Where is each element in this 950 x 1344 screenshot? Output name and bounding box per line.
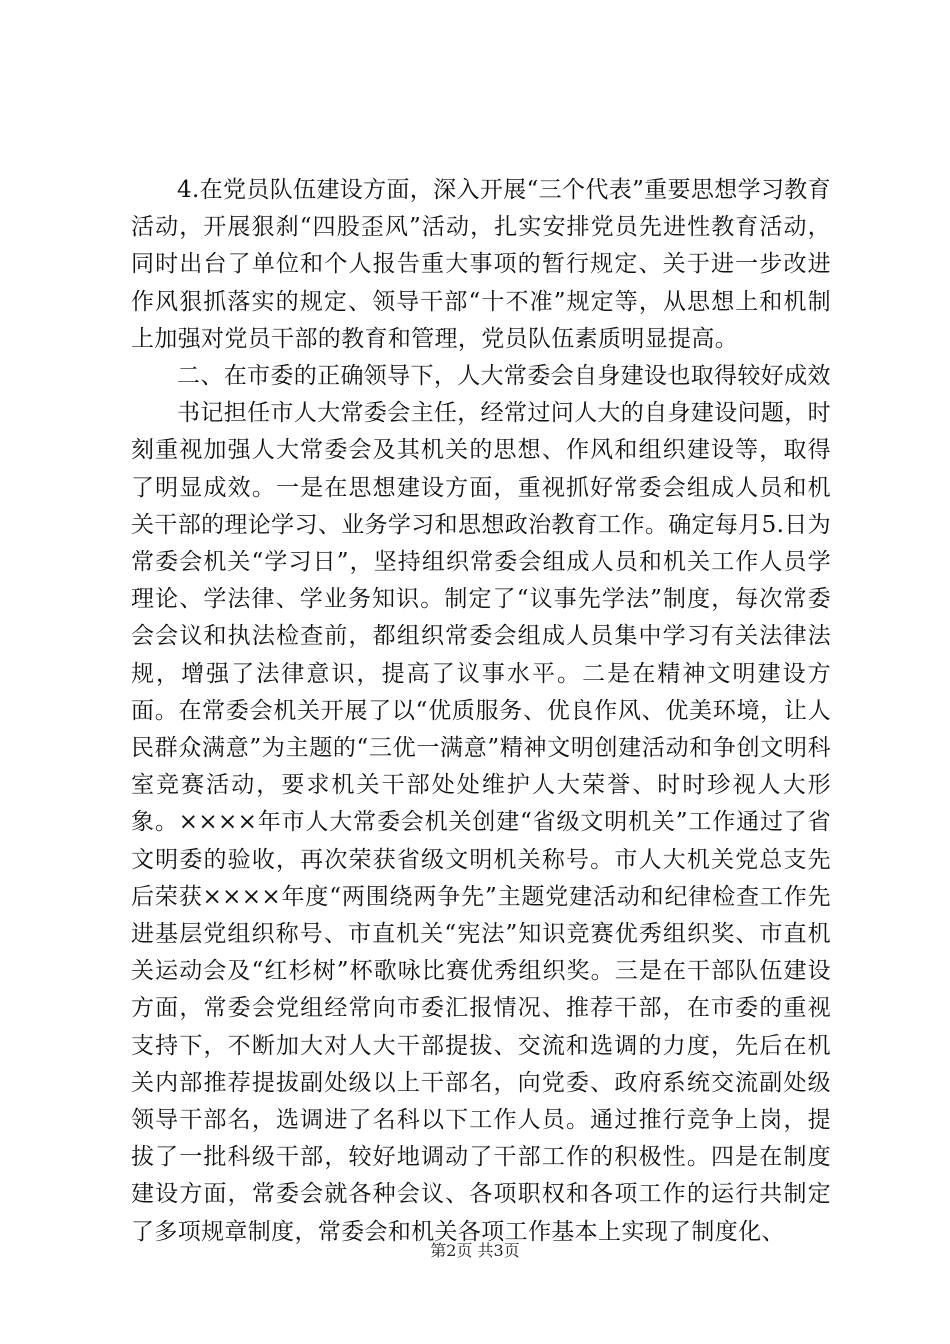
page-number-footer: 第2页 共3页 (430, 1241, 520, 1260)
paragraph-standing-committee-building: 书记担任市人大常委会主任，经常过问人大的自身建设问题，时刻重视加强人大常委会及其机关的思想、作风和组织建设等，取得了明显成效。一是在思想建设方面，重视抓好常委会组成人员和机关干部的理论学习、业务学习和思想政治教育工作。确定每月5.日为常委会机关“学习日”，坚持组织常委会组成人员和机关工作人员学理论、学法律、学业务知识。制定了“议事先学法”制度，每次常委会会议和执法检查前，都组织常委会组成人员集中学习有关法律法规，增强了法律意识，提高了议事水平。二是在精神文明建设方面。在常委会机关开展了以“优质服务、优良作风、优美环境，让人民群众满意”为主题的“三优一满意”精神文明创建活动和争创文明科室竞赛活动，要求机关干部处处维护人大荣誉、时时珍视人大形象。××××年市人大常委会机关创建“省级文明机关”工作通过了省文明委的验收，再次荣获省级文明机关称号。市人大机关党总支先后荣获××××年度“两围绕两争先”主题党建活动和纪律检查工作先进基层党组织称号、市直机关“宪法”知识竞赛优秀组织奖、市直机关运动会及“红杉树”杯歌咏比赛优秀组织奖。三是在干部队伍建设方面，常委会党组经常向市委汇报情况、推荐干部，在市委的重视支持下，不断加大对人大干部提拔、交流和选调的力度，先后在机关内部推荐提拔副处级以上干部名，向党委、政府系统交流副处级领导干部名，选调进了名科以下工作人员。通过推行竞争上岗，提拔了一批科级干部，较好地调动了干部工作的积极性。四是在制度建设方面，常委会就各种会议、各项职权和各项工作的运行共制定了多项规章制度，常委会和机关各项工作基本上实现了制度化、 (131, 400, 831, 1245)
body-text (131, 172, 831, 1251)
section-heading-two: 二、在市委的正确领导下，人大常委会自身建设也取得较好成效 (177, 363, 831, 390)
paragraph-party-member-building: 4.在党员队伍建设方面，深入开展“三个代表”重要思想学习教育活动，开展狠刹“四股歪风”活动，扎实安排党员先进性教育活动，同时出台了单位和个人报告重大事项的暂行规定、关于进一步改进作风狠抓落实的规定、领导干部“十不准”规定等，从思想上和机制上加强对党员干部的教育和管理，党员队伍素质明显提高。 (131, 177, 831, 352)
